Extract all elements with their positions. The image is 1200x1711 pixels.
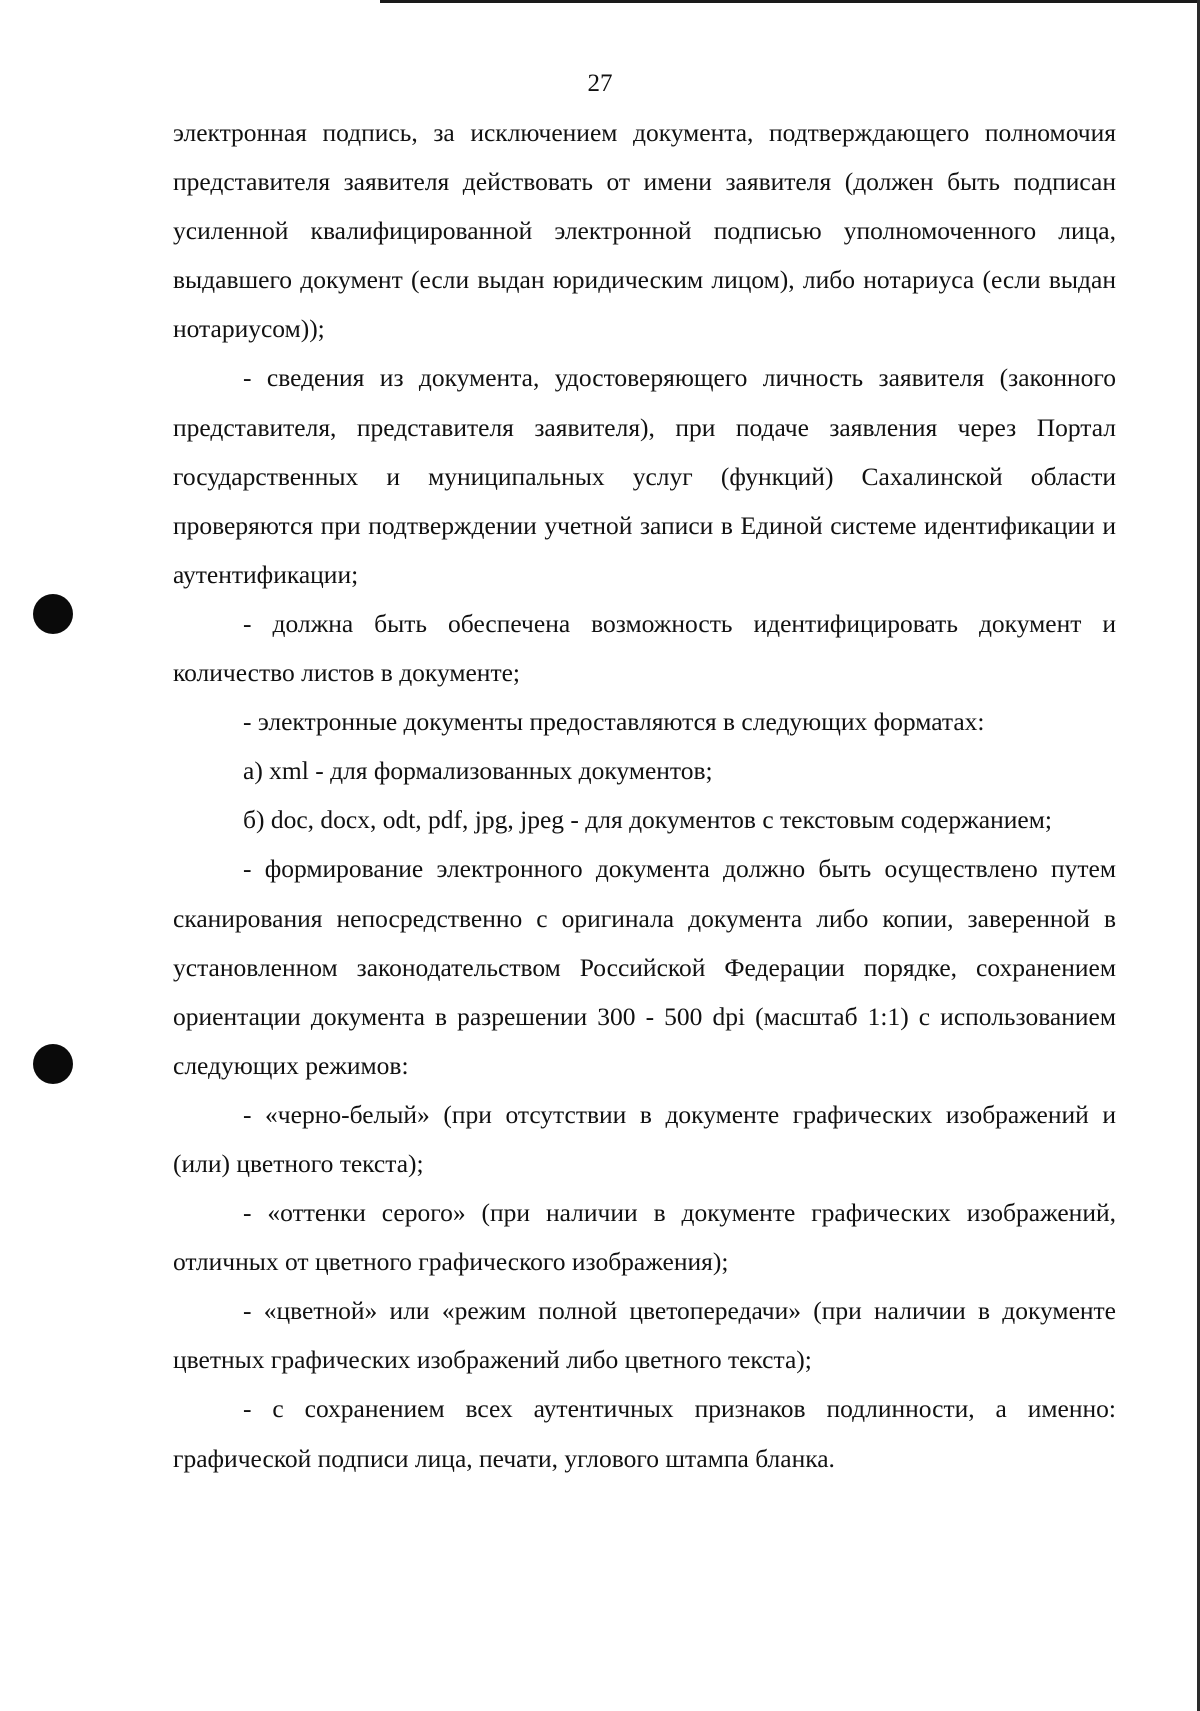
paragraph-identify-document: - должна быть обеспечена возможность идентифицировать документ и количество листов в документе;	[173, 608, 1116, 688]
paragraph-format-xml: а) xml - для формализованных документов;	[243, 756, 713, 786]
punch-hole-lower	[33, 1044, 73, 1084]
paragraph-mode-color: - «цветной» или «режим полной цветопередачи» (при наличии в документе цветных графических изображений либо цветного текста);	[173, 1296, 1116, 1375]
paragraph-mode-bw: - «черно-белый» (при отсутствии в документе графических изображений и (или) цветного текста);	[173, 1099, 1116, 1178]
paragraph-authenticity: - с сохранением всех аутентичных признаков подлинности, а именно: графической подписи лица, печати, углового штампа бланка.	[173, 1394, 1116, 1473]
punch-hole-upper	[33, 594, 73, 634]
paragraph-scanning: - формирование электронного документа должно быть осуществлено путем сканирования непосредственно с оригинала документа либо копии, заверенной в установленном законодательством Российской Федерации порядке, сохранением ориентации документа в разрешении 300 - 500 dpi (масштаб 1:1) с использованием следующих режимов:	[173, 854, 1116, 1080]
paragraph-mode-grayscale: - «оттенки серого» (при наличии в документе графических изображений, отличных от цветного графического изображения);	[173, 1198, 1116, 1277]
page-number: 27	[587, 70, 613, 97]
document-body	[173, 108, 1116, 1483]
paragraph-formats-intro: - электронные документы предоставляются в следующих форматах:	[243, 707, 985, 737]
paragraph-identity-document: - сведения из документа, удостоверяющего личность заявителя (законного представителя, представителя заявителя), при подаче заявления через Портал государственных и муниципальных услуг (функций) Сахалинской области проверяются при подтверждении учетной записи в Единой системе идентификации и аутентификации;	[173, 363, 1116, 589]
scan-edge-top	[380, 0, 1200, 3]
paragraph-signature-continuation: электронная подпись, за исключением документа, подтверждающего полномочия представителя заявителя действовать от имени заявителя (должен быть подписан усиленной квалифицированной электронной подписью уполномоченного лица, выдавшего документ (если выдан юридическим лицом), либо нотариуса (если выдан нотариусом));	[173, 118, 1116, 344]
paragraph-format-text: б) doc, docx, odt, pdf, jpg, jpeg - для документов с текстовым содержанием;	[243, 805, 1052, 835]
